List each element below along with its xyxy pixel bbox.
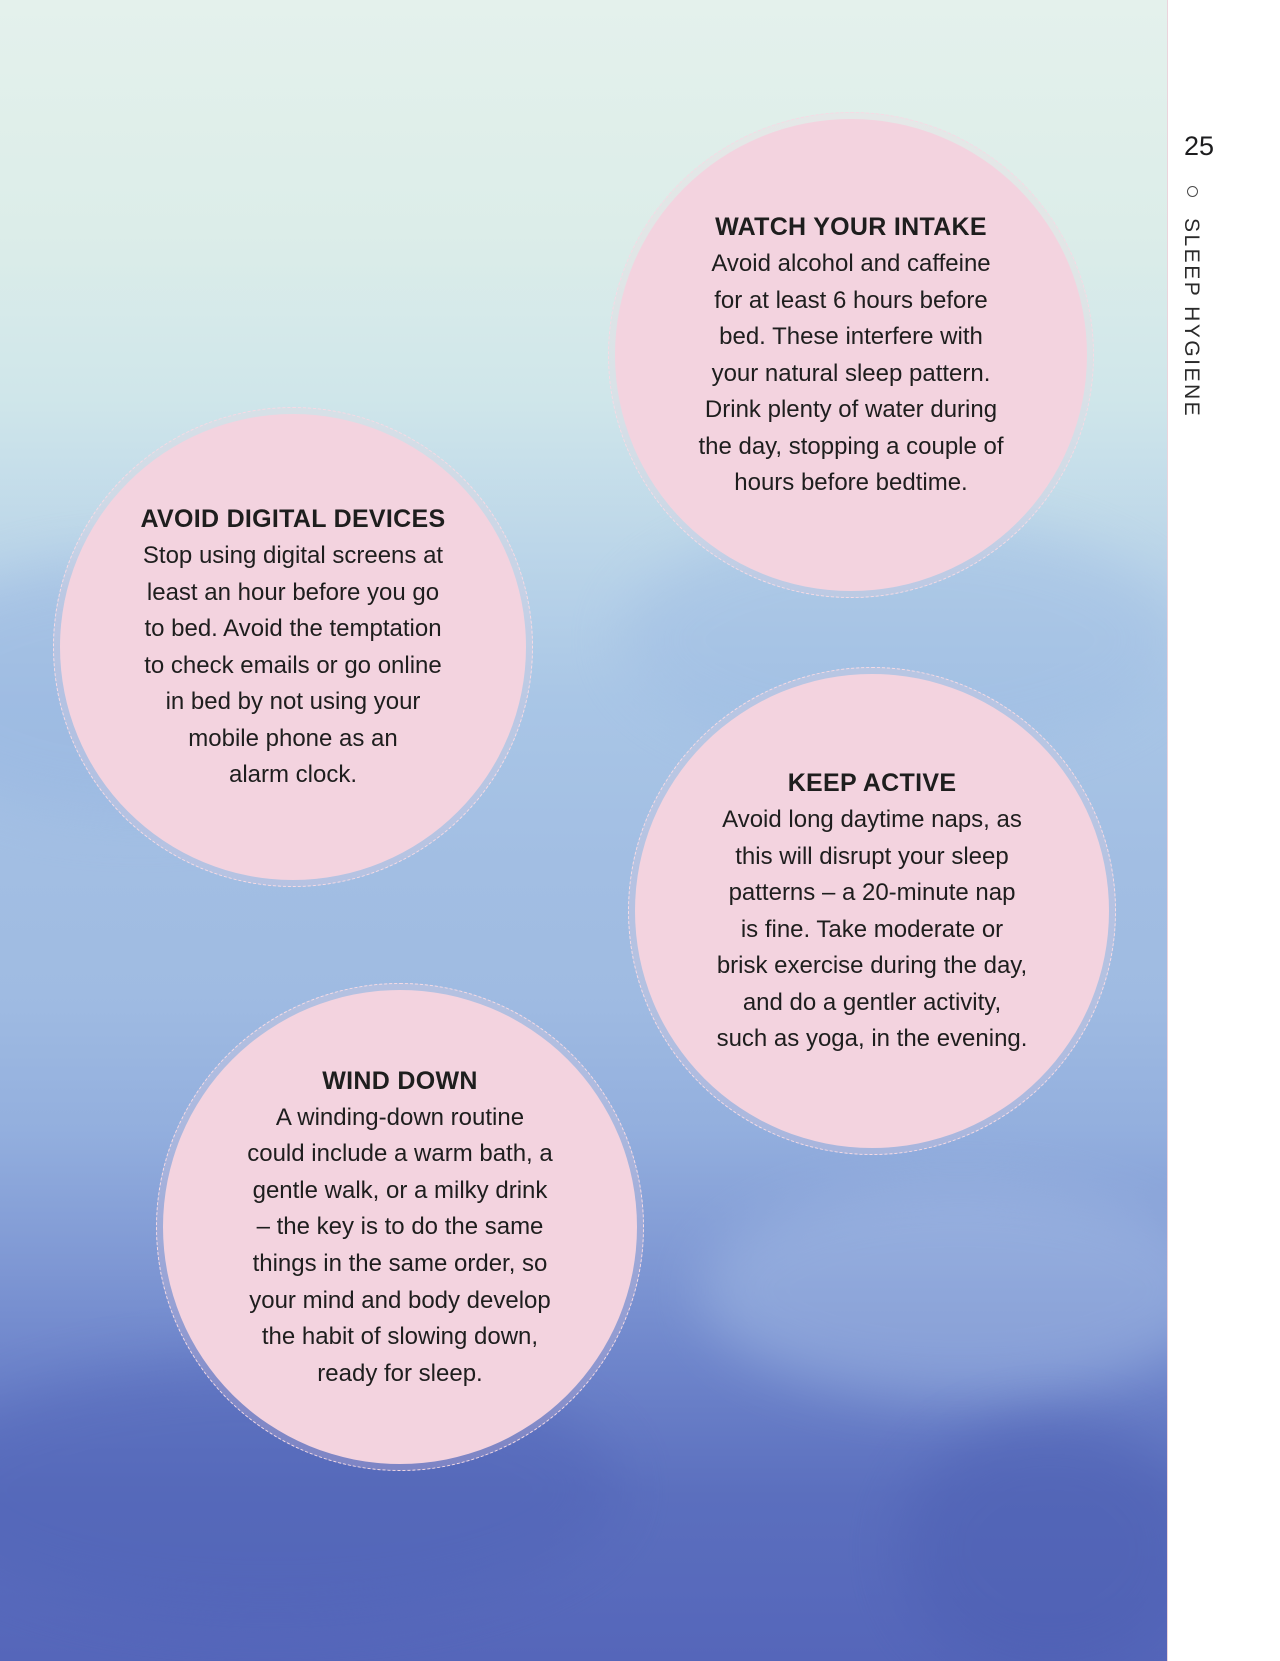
tip-line: – the key is to do the same — [256, 1213, 544, 1241]
watercolor-wash — [900, 1420, 1167, 1661]
tip-wind-down — [163, 990, 637, 1464]
tip-line: the day, stopping a couple of — [698, 432, 1004, 460]
tip-line: in bed by not using your — [165, 688, 421, 716]
tip-body — [247, 1100, 553, 1393]
tip-line: ready for sleep. — [317, 1359, 483, 1387]
tip-avoid-digital-devices — [60, 414, 526, 880]
tip-line: your mind and body develop — [249, 1286, 551, 1314]
page-number: 25 — [1184, 131, 1215, 161]
circle-bullet-icon — [1187, 186, 1198, 197]
tip-keep-active — [635, 674, 1109, 1148]
tip-line: is fine. Take moderate or — [740, 915, 1004, 943]
tip-body — [717, 802, 1028, 1058]
watercolor-wash — [700, 1180, 1167, 1400]
tip-line: for at least 6 hours before — [714, 286, 988, 314]
tip-line: brisk exercise during the day, — [716, 952, 1028, 980]
tip-line: alarm clock. — [228, 761, 358, 789]
tip-line: to bed. Avoid the temptation — [144, 615, 442, 643]
tip-line: least an hour before you go — [146, 578, 440, 606]
tip-line: things in the same order, so — [252, 1250, 548, 1277]
tip-line: mobile phone as an — [188, 724, 398, 752]
tip-title: KEEP ACTIVE — [787, 768, 957, 797]
tip-title: WIND DOWN — [322, 1066, 478, 1095]
tip-line: to check emails or go online — [144, 651, 442, 679]
tip-line: Avoid long daytime naps, as — [722, 805, 1022, 833]
tip-line: and do a gentler activity, — [742, 988, 1002, 1016]
tip-watch-your-intake — [615, 119, 1087, 591]
tip-line: gentle walk, or a milky drink — [252, 1176, 548, 1204]
tip-line: Stop using digital screens at — [142, 541, 444, 569]
tip-body — [143, 538, 443, 794]
tip-line: such as yoga, in the evening. — [716, 1025, 1028, 1053]
tip-line: your natural sleep pattern. — [711, 359, 991, 387]
tip-title: WATCH YOUR INTAKE — [715, 212, 987, 241]
tip-body — [698, 246, 1003, 502]
section-title: SLEEP HYGIENE — [1180, 218, 1203, 419]
sidebar-divider — [1167, 0, 1168, 1661]
tip-line: could include a warm bath, a — [247, 1140, 553, 1168]
tip-title: AVOID DIGITAL DEVICES — [140, 504, 446, 533]
tip-line: Drink plenty of water during — [704, 396, 998, 424]
tip-line: this will disrupt your sleep — [735, 842, 1009, 870]
tip-line: the habit of slowing down, — [261, 1323, 539, 1351]
tip-line: A winding-down routine — [275, 1103, 525, 1131]
tip-line: Avoid alcohol and caffeine — [711, 249, 991, 277]
tip-line: hours before bedtime. — [734, 469, 968, 497]
tip-line: patterns – a 20-minute nap — [728, 879, 1016, 907]
tip-line: bed. These interfere with — [719, 323, 983, 351]
